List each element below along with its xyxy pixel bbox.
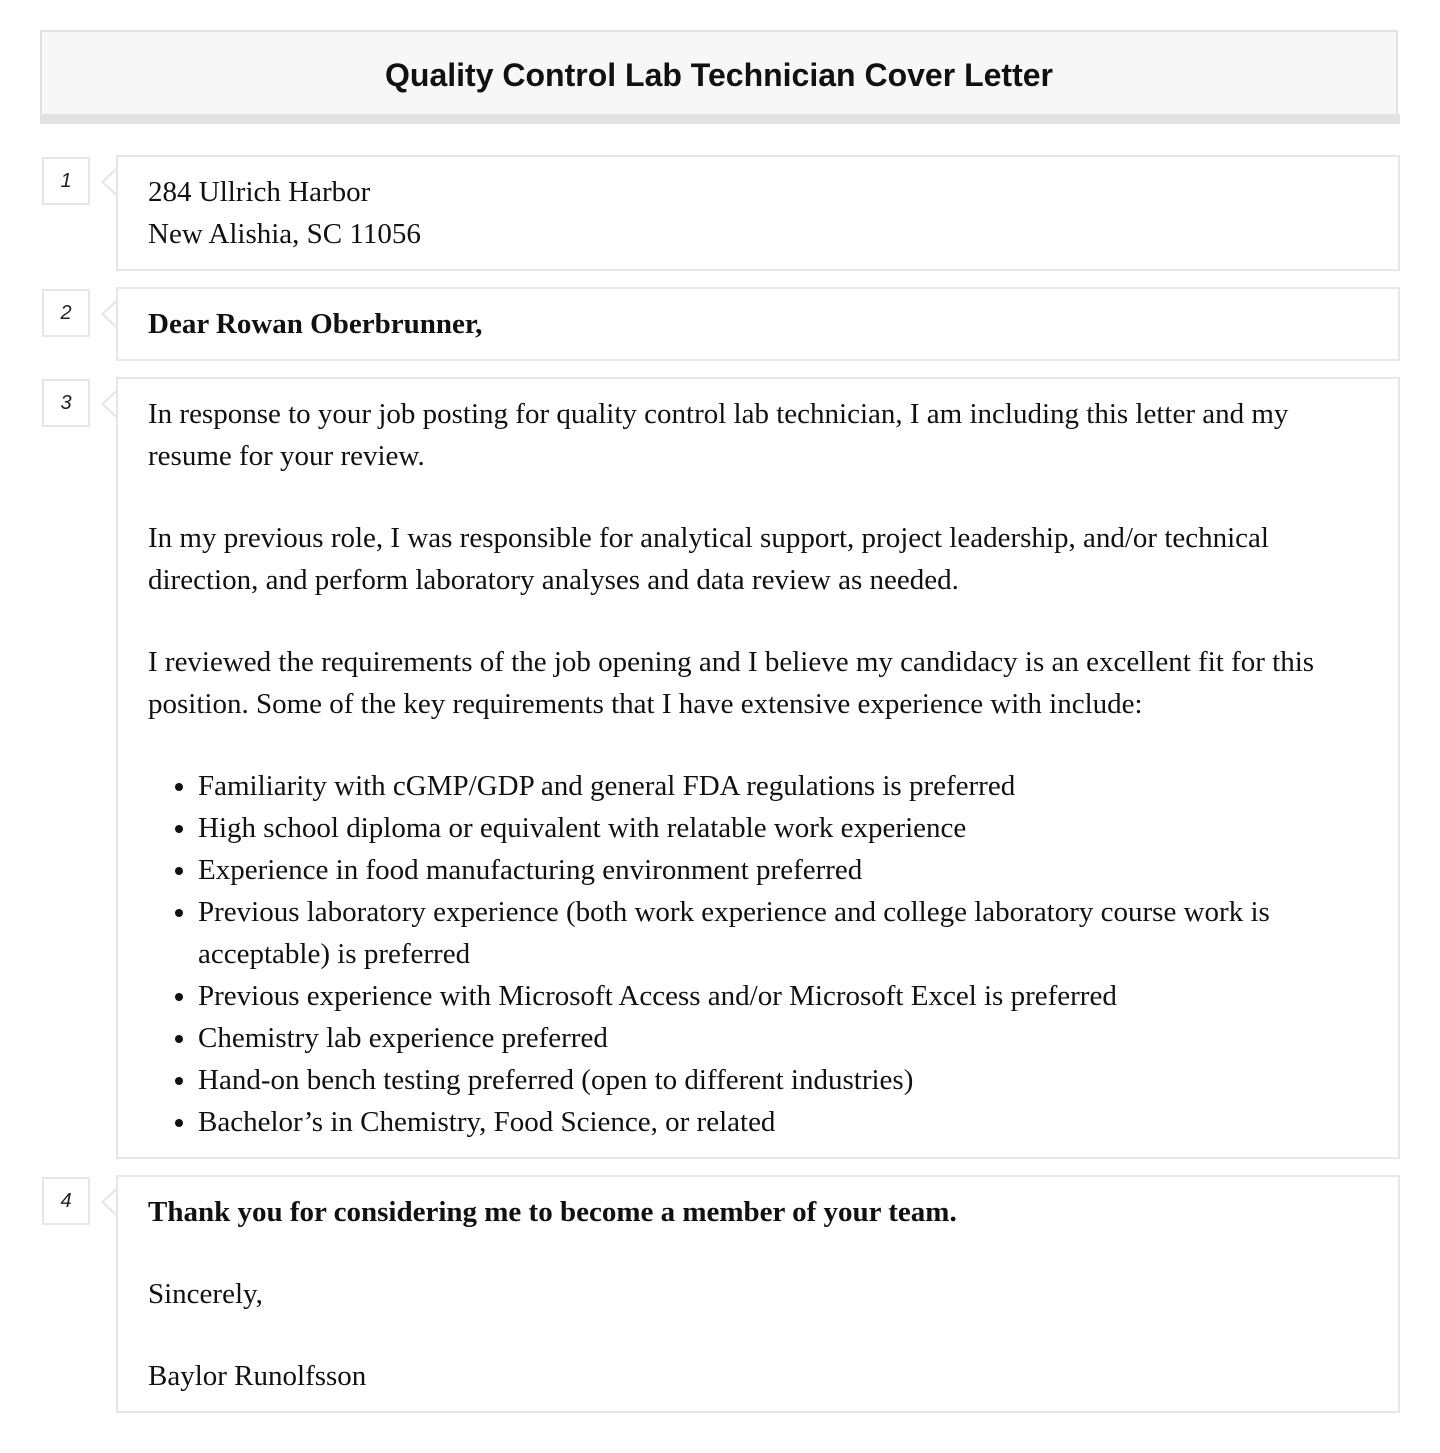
header-divider [40,114,1400,124]
section-number-4: 4 [42,1177,90,1225]
list-item: • Bachelor’s in Chemistry, Food Science, or related [198,1101,1368,1143]
list-item: • Experience in food manufacturing environment preferred [198,849,1368,891]
section-number-1: 1 [42,157,90,205]
section-number-3: 3 [42,379,90,427]
closing-statement: Thank you for considering me to become a member of your team. [148,1196,957,1228]
body-paragraph-2: In my previous role, I was responsible for analytical support, project leadership, and/or technical direction, and perform laboratory analyses and data review as needed. [148,522,1269,596]
page-title: Quality Control Lab Technician Cover Letter [385,57,1053,93]
closing-block [116,1175,1400,1413]
body-paragraph-3: I reviewed the requirements of the job opening and I believe my candidacy is an excellent fit for this position. Some of the key requirements that I have extensive experience with include: [148,646,1315,720]
list-item: • Familiarity with cGMP/GDP and general FDA regulations is preferred [198,765,1368,807]
salutation: Dear Rowan Oberbrunner, [148,308,483,340]
body-paragraph-1: In response to your job posting for quality control lab technician, I am including this letter and my resume for your review. [148,398,1289,472]
list-item: • Previous laboratory experience (both work experience and college laboratory course work is acceptable) is preferred [198,891,1368,975]
requirements-list [148,765,1368,1143]
letter-body-block [116,377,1400,1159]
address-line-2: New Alishia, SC 11056 [148,218,421,250]
address-line-1: 284 Ullrich Harbor [148,176,371,208]
list-item: • High school diploma or equivalent with relatable work experience [198,807,1368,849]
address-block [116,155,1400,271]
letter-header [40,30,1398,114]
section-number-2: 2 [42,289,90,337]
list-item: • Hand-on bench testing preferred (open to different industries) [198,1059,1368,1101]
list-item: • Chemistry lab experience preferred [198,1017,1368,1059]
list-item: • Previous experience with Microsoft Access and/or Microsoft Excel is preferred [198,975,1368,1017]
sign-off: Sincerely, [148,1278,263,1310]
salutation-block [116,287,1400,361]
signature: Baylor Runolfsson [148,1360,367,1392]
